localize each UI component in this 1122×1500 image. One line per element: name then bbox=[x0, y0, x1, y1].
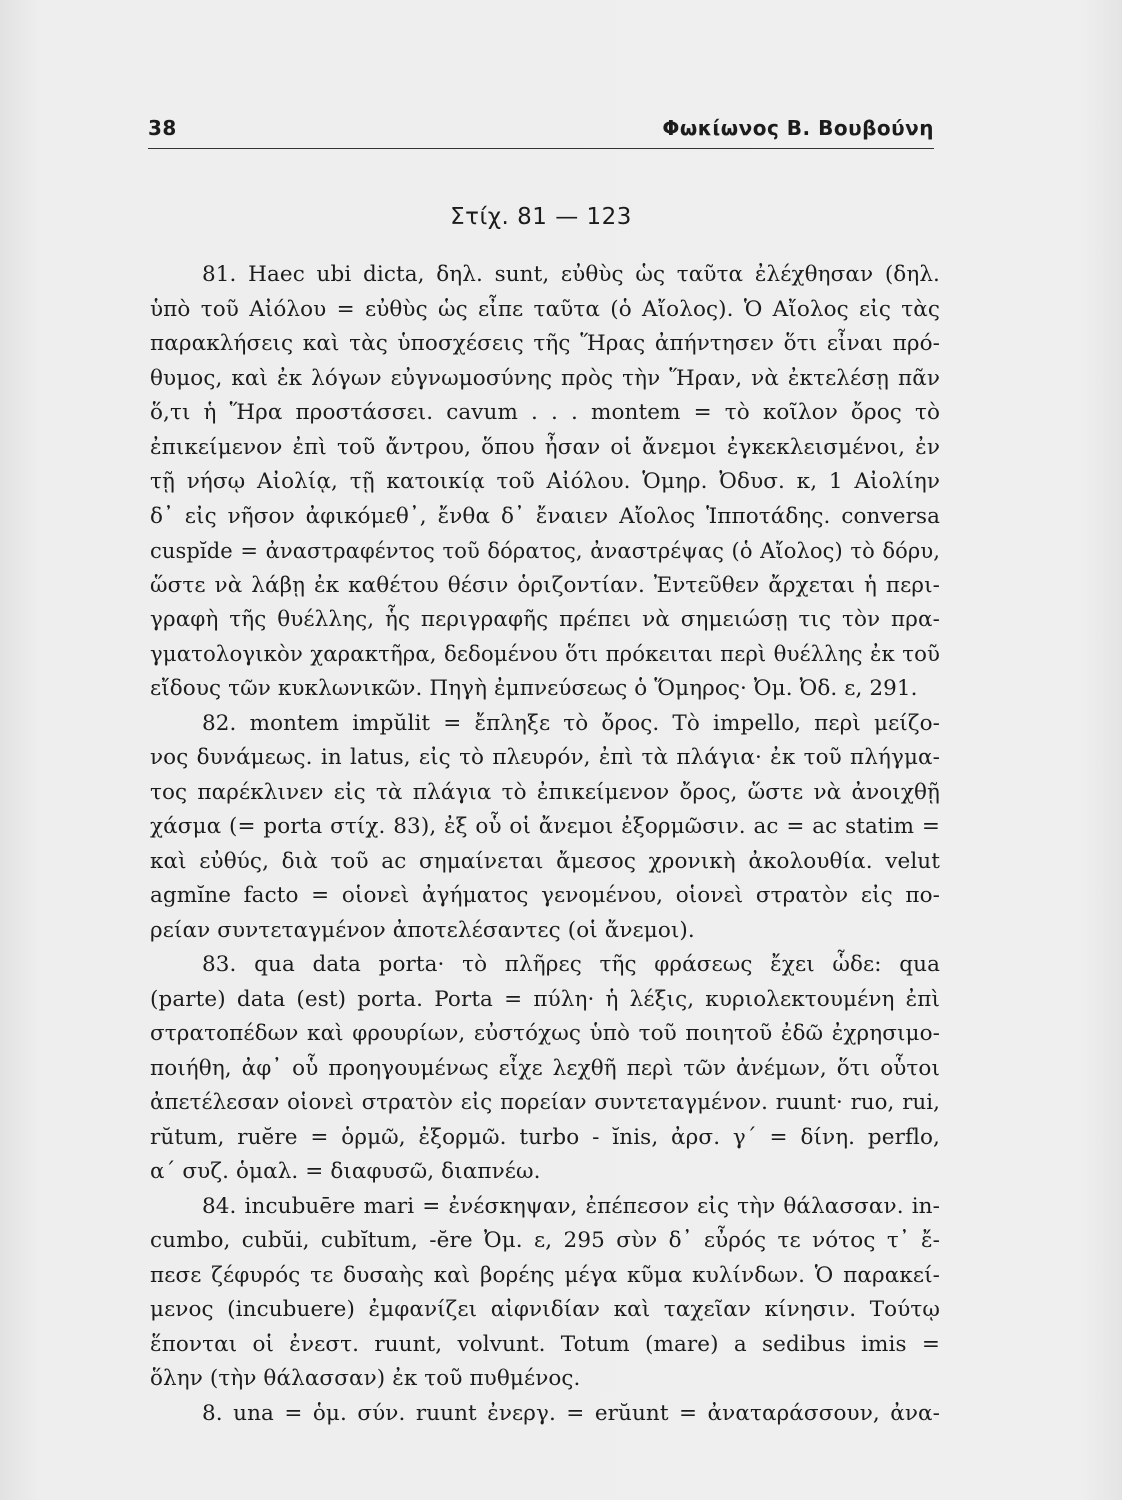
text-line: παρακλήσεις καὶ τὰς ὑποσχέσεις τῆς Ἥρας ἀπήντησεν ὅτι εἶναι πρό- bbox=[150, 331, 940, 356]
text-line: 84. incubuēre mari = ἐνέσκηψαν, ἐπέπεσον εἰς τὴν θάλασσαν. in- bbox=[202, 1193, 940, 1219]
text-line: χάσμα (= porta στίχ. 83), ἐξ οὗ οἱ ἄνεμοι ἐξορμῶσιν. ac = ac statim = bbox=[150, 814, 940, 839]
text-line: ὑπὸ τοῦ Αἰόλου = εὐθὺς ὡς εἶπε ταῦτα (ὁ Αἴολος). Ὁ Αἴολος εἰς τὰς bbox=[150, 296, 940, 322]
text-line: νος δυνάμεως. in latus, εἰς τὸ πλευρόν, ἐπὶ τὰ πλάγια· ἐκ τοῦ πλήγμα- bbox=[150, 745, 940, 770]
text-line: γματολογικὸν χαρακτῆρα, δεδομένου ὅτι πρόκειται περὶ θυέλλης ἐκ τοῦ bbox=[150, 641, 940, 667]
text-line: γραφὴ τῆς θυέλλης, ἧς περιγραφῆς πρέπει νὰ σημειώσῃ τις τὸν πρα- bbox=[150, 607, 940, 632]
text-line: μενος (incubuere) ἐμφανίζει αἰφνιδίαν καὶ ταχεῖαν κίνησιν. Τούτῳ bbox=[150, 1297, 940, 1322]
text-line: δ᾿ εἰς νῆσον ἀφικόμεθ᾿, ἔνθα δ᾿ ἔναιεν Αἴολος Ἱπποτάδης. conversa bbox=[150, 503, 940, 529]
text-line: ἐπικείμενον ἐπὶ τοῦ ἄντρου, ὅπου ἦσαν οἱ ἄνεμοι ἐγκεκλεισμένοι, ἐν bbox=[150, 434, 940, 460]
text-line: τος παρέκλινεν εἰς τὰ πλάγια τὸ ἐπικείμενον ὄρος, ὥστε νὰ ἀνοιχθῇ bbox=[150, 779, 940, 805]
running-head: Φωκίωνος Β. Βουβούνη bbox=[662, 116, 934, 140]
text-line: στρατοπέδων καὶ φρουρίων, εὐστόχως ὑπὸ τοῦ ποιητοῦ ἐδῶ ἐχρησιμο- bbox=[150, 1021, 940, 1046]
text-line: ποιήθη, ἀφ᾿ οὗ προηγουμένως εἶχε λεχθῆ περὶ τῶν ἀνέμων, ὅτι οὗτοι bbox=[150, 1055, 940, 1081]
text-line: cuspĭde = ἀναστραφέντος τοῦ δόρατος, ἀναστρέψας (ὁ Αἴολος) τὸ δόρυ, bbox=[150, 539, 940, 563]
text-line: cumbo, cubŭi, cubĭtum, -ĕre Ὀμ. ε, 295 σὺν δ᾿ εὖρός τε νότος τ᾿ ἔ- bbox=[150, 1228, 940, 1253]
text-line: 83. qua data porta· τὸ πλῆρες τῆς φράσεως ἔχει ὧδε: qua bbox=[202, 952, 940, 977]
text-line: εἴδους τῶν κυκλωνικῶν. Πηγὴ ἐμπνεύσεως ὁ Ὅμηρος· Ὀμ. Ὀδ. ε, 291. bbox=[150, 676, 918, 701]
text-line: θυμος, καὶ ἐκ λόγων εὐγνωμοσύνης πρὸς τὴν Ἥραν, νὰ ἐκτελέσῃ πᾶν bbox=[150, 365, 940, 391]
text-line: ὅλην (τὴν θάλασσαν) ἐκ τοῦ πυθμένος. bbox=[150, 1366, 581, 1391]
text-line: ὅ,τι ἡ Ἥρα προστάσσει. cavum . . . montem = τὸ κοῖλον ὄρος τὸ bbox=[150, 400, 940, 425]
text-line: τῇ νήσῳ Αἰολίᾳ, τῇ κατοικίᾳ τοῦ Αἰόλου. Ὁμηρ. Ὀδυσ. κ, 1 Αἰολίην bbox=[150, 469, 940, 494]
text-line: (parte) data (est) porta. Porta = πύλη· ἡ λέξις, κυριολεκτουμένη ἐπὶ bbox=[150, 986, 940, 1012]
text-line: 81. Haec ubi dicta, δηλ. sunt, εὐθὺς ὡς ταῦτα ἐλέχθησαν (δηλ. bbox=[202, 262, 940, 287]
text-line: ρείαν συντεταγμένον ἀποτελέσαντες (οἱ ἄνεμοι). bbox=[150, 917, 695, 943]
section-title: Στίχ. 81 — 123 bbox=[450, 204, 632, 230]
text-line: α΄ συζ. ὁμαλ. = διαφυσῶ, διαπνέω. bbox=[150, 1159, 541, 1184]
text-line: ἕπονται οἱ ἐνεστ. ruunt, volvunt. Totum (mare) a sedibus imis = bbox=[150, 1331, 940, 1357]
text-line: πεσε ζέφυρός τε δυσαὴς καὶ βορέης μέγα κῦμα κυλίνδων. Ὁ παρακεί- bbox=[150, 1262, 940, 1288]
text-line: rŭtum, ruĕre = ὁρμῶ, ἐξορμῶ. turbo - ĭnis, ἀρσ. γ΄ = δίνη. perflo, bbox=[150, 1124, 940, 1150]
text-line: ὥστε νὰ λάβῃ ἐκ καθέτου θέσιν ὁριζοντίαν. Ἐντεῦθεν ἄρχεται ἡ περι- bbox=[150, 572, 940, 598]
page-number: 38 bbox=[148, 116, 177, 140]
text-line: 8. una = ὁμ. σύν. ruunt ἐνεργ. = erŭunt = ἀναταράσσουν, ἀνα- bbox=[202, 1400, 940, 1426]
text-line: 82. montem impŭlit = ἔπληξε τὸ ὄρος. Τὸ impello, περὶ μείζο- bbox=[202, 710, 940, 736]
text-line: καὶ εὐθύς, διὰ τοῦ ac σημαίνεται ἄμεσος χρονικὴ ἀκολουθία. velut bbox=[150, 848, 940, 874]
commentary-text bbox=[150, 258, 940, 1431]
page-header bbox=[148, 112, 934, 149]
text-line: agmĭne facto = οἱονεὶ ἀγήματος γενομένου, οἱονεὶ στρατὸν εἰς πο- bbox=[150, 883, 940, 908]
text-line: ἀπετέλεσαν οἱονεὶ στρατὸν εἰς πορείαν συντεταγμένον. ruunt· ruo, rui, bbox=[150, 1090, 940, 1115]
